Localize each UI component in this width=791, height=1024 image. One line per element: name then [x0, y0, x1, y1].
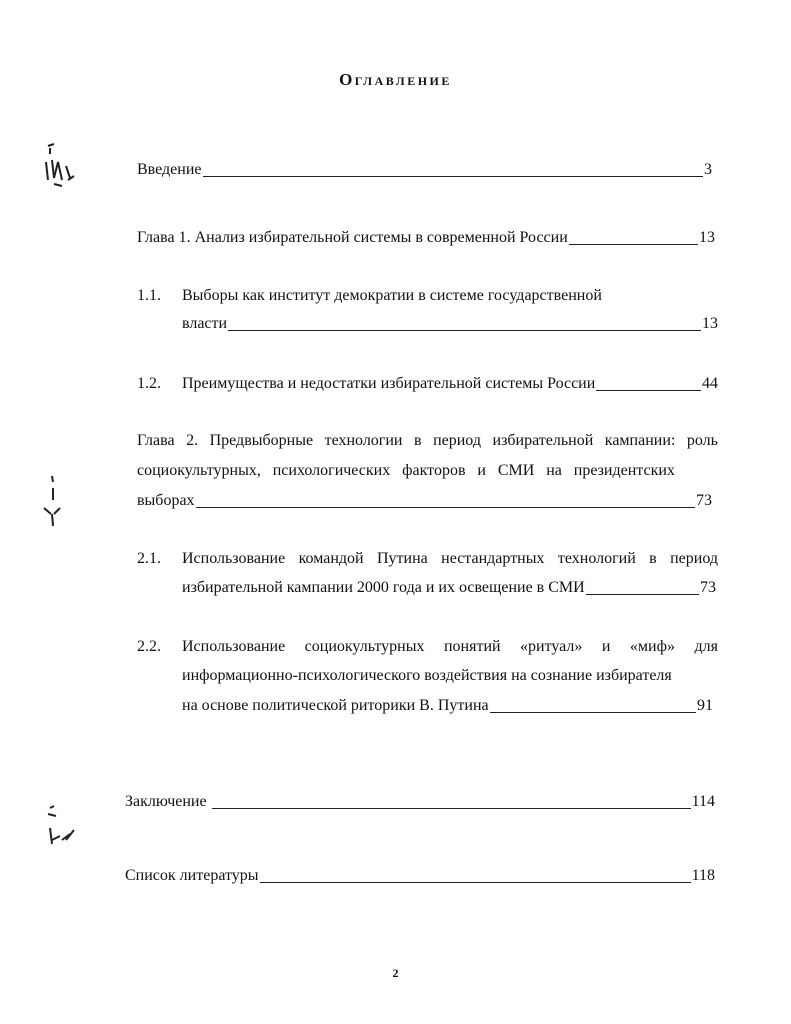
toc-heading: Оглавление: [339, 70, 452, 89]
word: Использование: [182, 550, 286, 567]
word: Использование: [182, 638, 286, 655]
toc-entry-chapter-2[interactable]: [137, 490, 712, 512]
page-number: 2: [392, 966, 399, 980]
word: и: [477, 462, 486, 479]
toc-entry-label: избирательной кампании 2000 года и их освещение в СМИ: [182, 579, 585, 596]
toc-entry-label: Список литературы: [125, 867, 259, 884]
word: социокультурных,: [137, 462, 261, 479]
leader-line: [196, 491, 695, 508]
word: для: [694, 638, 718, 655]
word: «ритуал»: [520, 638, 583, 655]
toc-entry-page: 13: [702, 315, 718, 332]
word: технологий: [557, 550, 636, 567]
toc-entry-introduction[interactable]: [137, 159, 712, 181]
word: СМИ: [497, 462, 535, 479]
word: командой: [298, 550, 364, 567]
toc-entry-section-2-1-line1[interactable]: [182, 548, 718, 570]
leader-line: [203, 160, 704, 177]
toc-entry-label: выборах: [137, 492, 195, 509]
toc-entry-section-2-2-line2[interactable]: информационно-психологического воздействия на сознание избирателя: [182, 667, 672, 684]
word: президентских: [573, 462, 675, 479]
toc-entry-page: 3: [704, 161, 712, 178]
scan-mark-icon: [40, 140, 80, 190]
scan-mark-icon: [40, 800, 80, 850]
leader-line: [569, 228, 698, 245]
toc-entry-label: на основе политической риторики В. Путина: [182, 697, 489, 714]
word: избирательной: [492, 432, 594, 449]
word: Путина: [376, 550, 428, 567]
word: в: [414, 432, 422, 449]
toc-entry-label: Глава 1. Анализ избирательной системы в современной России: [137, 229, 568, 246]
toc-entry-page: 114: [691, 793, 715, 810]
toc-entry-page: 118: [691, 867, 715, 884]
toc-entry-chapter-1[interactable]: [137, 227, 715, 249]
toc-entry-label: Преимущества и недостатки избирательной системы России: [182, 375, 596, 392]
word: психологических: [272, 462, 391, 479]
word: роль: [686, 432, 718, 449]
toc-entry-section-2-1[interactable]: [182, 577, 716, 599]
word: 2.: [186, 432, 199, 449]
word: период: [670, 550, 718, 567]
word: технологии: [324, 432, 403, 449]
word: «миф»: [629, 638, 675, 655]
leader-line: [228, 314, 701, 331]
toc-entry-section-2-2[interactable]: [182, 695, 713, 717]
word: на: [546, 462, 562, 479]
word: нестандартных: [441, 550, 545, 567]
toc-section-number: 2.2.: [137, 638, 161, 655]
scan-mark-icon: [38, 470, 68, 530]
word: Предвыборные: [209, 432, 314, 449]
word: и: [601, 638, 611, 655]
leader-line: [596, 374, 701, 391]
word: Глава: [137, 432, 175, 449]
toc-entry-section-2-2-line1[interactable]: [182, 636, 718, 658]
toc-section-number: 1.1.: [137, 287, 161, 304]
leader-line: [212, 792, 691, 809]
word: период: [433, 432, 481, 449]
word: понятий: [443, 638, 501, 655]
toc-entry-section-1-1-line1[interactable]: Выборы как институт демократии в системе государственной: [182, 287, 602, 304]
toc-entry-chapter-2-line2[interactable]: [137, 460, 675, 482]
toc-entry-page: 91: [697, 697, 713, 714]
toc-entry-references[interactable]: [125, 865, 715, 887]
toc-entry-label: Введение: [137, 161, 202, 178]
leader-line: [586, 578, 699, 595]
toc-entry-section-1-1[interactable]: [182, 313, 718, 335]
toc-entry-page: 13: [699, 229, 715, 246]
toc-entry-page: 73: [700, 579, 716, 596]
toc-entry-label: Заключение: [125, 793, 211, 810]
toc-entry-chapter-2-line1[interactable]: [137, 430, 718, 452]
word: кампании:: [604, 432, 676, 449]
toc-entry-page: 44: [702, 375, 718, 392]
word: социокультурных: [304, 638, 425, 655]
toc-entry-page: 73: [696, 492, 712, 509]
toc-section-number: 1.2.: [137, 375, 161, 392]
leader-line: [490, 696, 696, 713]
toc-entry-conclusion[interactable]: [125, 791, 715, 813]
toc-section-number: 2.1.: [137, 550, 161, 567]
word: факторов: [402, 462, 466, 479]
leader-line: [260, 866, 691, 883]
word: в: [649, 550, 657, 567]
toc-entry-label: власти: [182, 315, 228, 332]
toc-entry-section-1-2[interactable]: [182, 373, 718, 395]
